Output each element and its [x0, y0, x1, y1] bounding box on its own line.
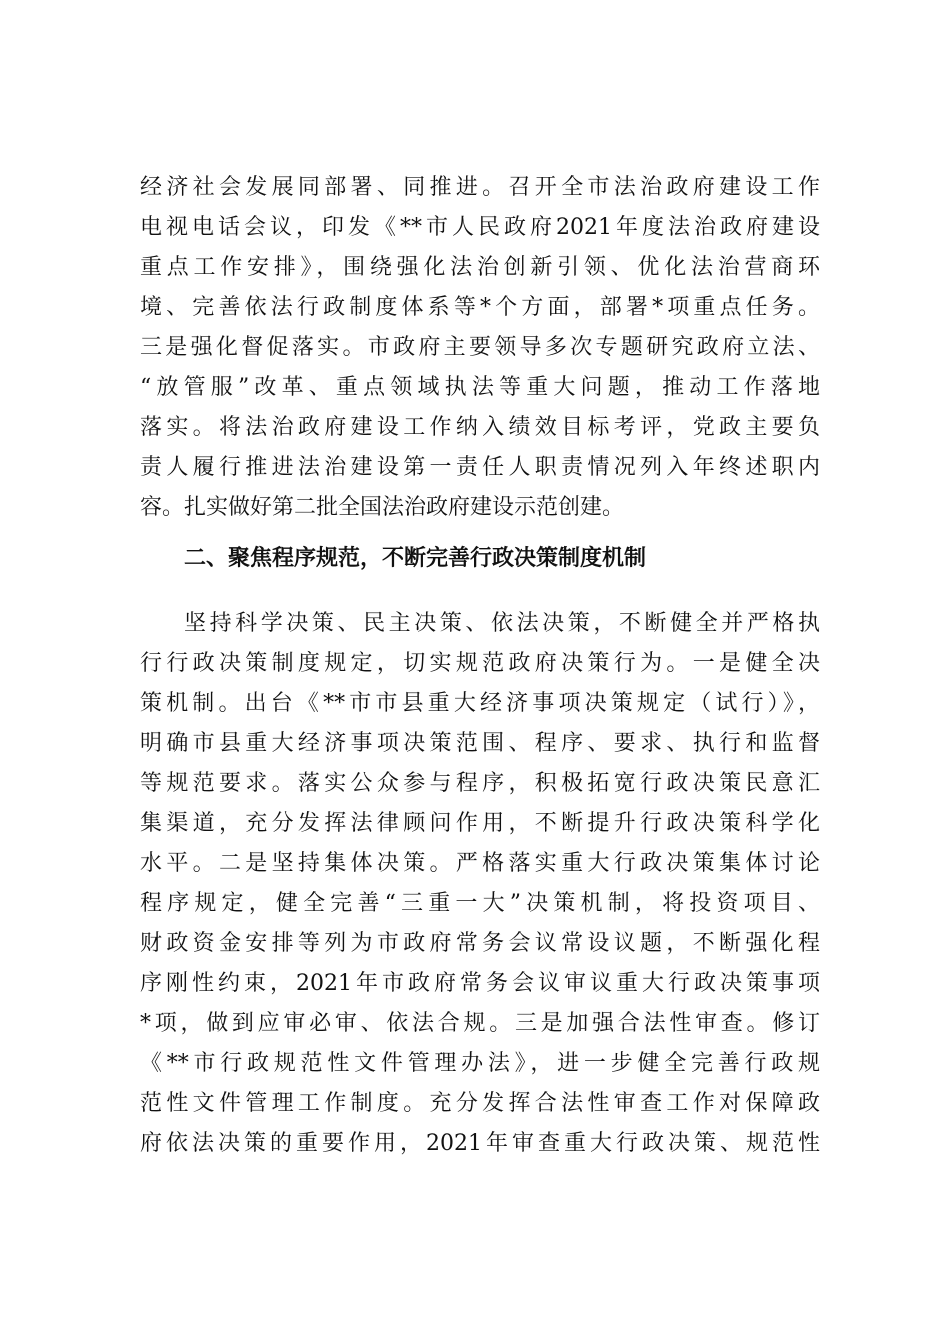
paragraph2-line-10: 序刚性约束，2021年市政府常务会议审议重大行政决策事项: [140, 971, 820, 996]
paragraph1-line-2: 电视电话会议，印发《**市人民政府2021年度法治政府建设: [140, 215, 820, 240]
paragraph1-line-3: 重点工作安排》，围绕强化法治创新引领、优化法治营商环: [140, 255, 820, 280]
paragraph1-line-5: 三是强化督促落实。市政府主要领导多次专题研究政府立法、: [140, 335, 820, 360]
paragraph2-line-3: 策机制。出台《**市市县重大经济事项决策规定（试行）》，: [140, 691, 820, 716]
paragraph1-line-1: 经济社会发展同部署、同推进。召开全市法治政府建设工作: [140, 175, 820, 200]
paragraph1-line-7: 落实。将法治政府建设工作纳入绩效目标考评，党政主要负: [140, 415, 820, 440]
paragraph2-line-2: 行行政决策制度规定，切实规范政府决策行为。一是健全决: [140, 651, 820, 676]
paragraph2-line-5: 等规范要求。落实公众参与程序，积极拓宽行政决策民意汇: [140, 771, 820, 796]
paragraph2-line-6: 集渠道，充分发挥法律顾问作用，不断提升行政决策科学化: [140, 811, 820, 836]
paragraph2-line-9: 财政资金安排等列为市政府常务会议常设议题，不断强化程: [140, 931, 820, 956]
paragraph2-line-11: *项，做到应审必审、依法合规。三是加强合法性审查。修订: [140, 1011, 820, 1036]
paragraph2-line-13: 范性文件管理工作制度。充分发挥合法性审查工作对保障政: [140, 1091, 820, 1116]
paragraph2-line-7: 水平。二是坚持集体决策。严格落实重大行政决策集体讨论: [140, 851, 820, 876]
paragraph2-line-12: 《**市行政规范性文件管理办法》，进一步健全完善行政规: [140, 1051, 820, 1076]
paragraph1-line-6: “放管服”改革、重点领域执法等重大问题，推动工作落地: [140, 375, 820, 400]
paragraph2-line-4: 明确市县重大经济事项决策范围、程序、要求、执行和监督: [140, 731, 820, 756]
section-heading: 二、聚焦程序规范，不断完善行政决策制度机制: [184, 546, 647, 571]
paragraph1-line-9: 容。扎实做好第二批全国法治政府建设示范创建。: [140, 495, 625, 520]
paragraph2-line-1: 坚持科学决策、民主决策、依法决策，不断健全并严格执: [184, 611, 820, 636]
document-body: [140, 168, 820, 1164]
heading-spacer: [140, 590, 820, 604]
paragraph2-line-8: 程序规定，健全完善“三重一大”决策机制，将投资项目、: [140, 891, 820, 916]
paragraph1-line-4: 境、完善依法行政制度体系等*个方面，部署*项重点任务。: [140, 295, 820, 320]
paragraph2-line-14: 府依法决策的重要作用，2021年审查重大行政决策、规范性: [140, 1131, 820, 1156]
paragraph1-line-8: 责人履行推进法治建设第一责任人职责情况列入年终述职内: [140, 455, 820, 480]
